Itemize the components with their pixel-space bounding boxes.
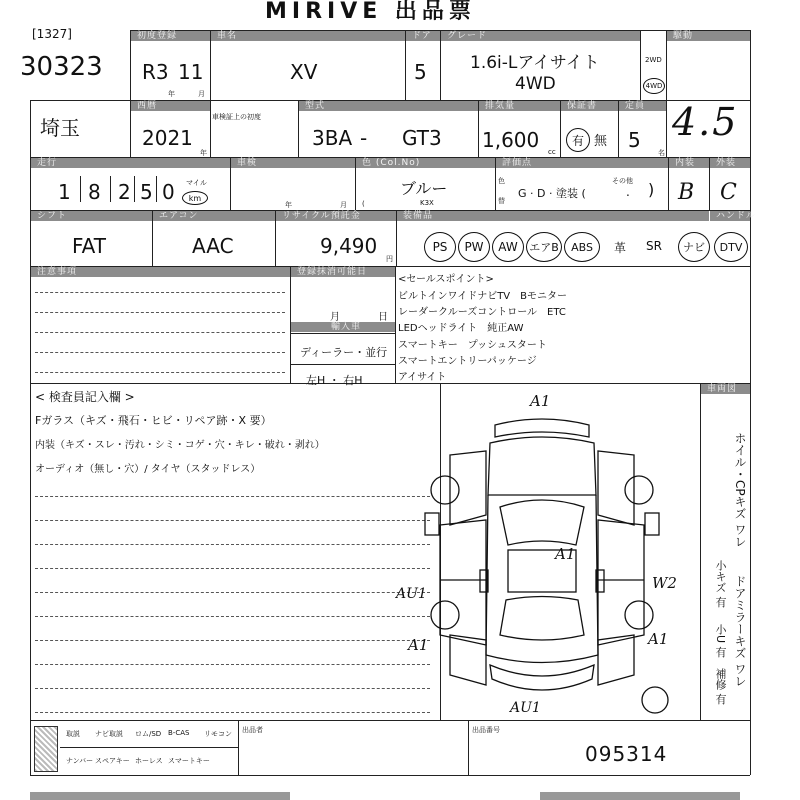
color-side-bottom: 替 — [498, 197, 505, 205]
label-mileage: 走行 — [37, 158, 58, 168]
color-code: K3X — [420, 199, 434, 207]
label-drive: 駆動 — [673, 31, 694, 41]
label-import: 輸入車 — [330, 322, 361, 332]
car-diagram — [390, 395, 695, 715]
capacity-unit: 名 — [658, 149, 665, 157]
legend-2: ドアミラーキズ ワレ — [733, 575, 747, 687]
label-history: 注意事項 — [37, 267, 78, 277]
handwritten-score: 4.5 — [672, 100, 739, 144]
label-model: 型式 — [305, 101, 326, 111]
exterior-grade: C — [720, 180, 737, 205]
damage-mark-windshield: A1 — [555, 545, 576, 563]
paint-other: その他 — [612, 177, 633, 185]
mileage-unit-mile: マイル — [186, 179, 207, 187]
equip-abs: ABS — [564, 232, 600, 262]
label-doors: ドア — [412, 31, 432, 41]
label-first-reg: 初度登録 — [137, 31, 178, 41]
label-car-name: 車名 — [217, 31, 238, 41]
label-service: 登録抹消可能日 — [297, 267, 368, 277]
drive-2wd: 2WD — [645, 56, 662, 64]
interior-grade: B — [678, 180, 695, 205]
region: 埼玉 — [40, 116, 80, 140]
mileage-digit-1: 1 — [58, 180, 71, 204]
mileage-digit-5: 0 — [162, 180, 175, 204]
grade-line-1: 1.6i-Lアイサイト — [470, 53, 600, 73]
footer-label-navi-manual: ナビ取説 — [95, 730, 123, 738]
footer-label-plate: ナンバー — [66, 757, 94, 765]
service-month: 月 — [330, 312, 340, 323]
label-exterior: 外装 — [716, 158, 737, 168]
label-color: 色 (Col.No) — [362, 158, 421, 168]
sales-point-3: LEDヘッドライト 純正AW — [398, 323, 524, 334]
aircon-value: AAC — [192, 234, 234, 258]
equip-leather: 革 — [614, 241, 627, 255]
label-shift: シフト — [37, 211, 68, 221]
equip-navi: ナビ — [678, 232, 710, 262]
equip-aw: AW — [492, 232, 524, 262]
equipment-list — [424, 232, 749, 262]
drive-4wd-circled: 4WD — [643, 78, 665, 94]
label-equipment: 装備品 — [403, 211, 434, 221]
label-grade: グレード — [447, 31, 488, 41]
sales-point-5: スマートエントリーパッケージ — [398, 356, 537, 367]
sales-point-1: ビルトインワイドナビTV Bモニター — [398, 291, 568, 302]
year-note: 車検証上の初度 — [212, 113, 261, 121]
sales-point-2: レーダークルーズコントロール ETC — [398, 307, 566, 318]
inspector-line-2: 内装（キズ・スレ・汚れ・シミ・コゲ・穴・キレ・破れ・剥れ） — [35, 440, 325, 451]
mileage-unit-km: km — [182, 191, 208, 205]
label-recycle: リサイクル預託金 — [282, 211, 361, 221]
month-unit: 月 — [198, 90, 205, 98]
first-reg-era: R3 — [142, 60, 169, 84]
label-warranty: 保証書 — [567, 101, 598, 111]
sales-header: <セールスポイント> — [398, 274, 494, 285]
yen-unit: 円 — [386, 255, 393, 263]
model-dash: - — [360, 126, 368, 150]
page-title: MIRIVE 出品票 — [265, 0, 476, 24]
warranty-yes-circled: 有 — [566, 128, 590, 152]
equip-ps: PS — [424, 232, 456, 262]
model-prefix: 3BA — [312, 126, 353, 150]
import-dealer: ディーラー・並行 — [300, 346, 388, 359]
warranty-no: 無 — [594, 134, 608, 149]
equip-airbag: エアB — [526, 232, 562, 262]
lot-box: [1327] — [32, 27, 72, 41]
color-side-top: 色 — [498, 177, 505, 185]
legend-4: 小U 有 — [714, 624, 727, 658]
mileage-digit-3: 2 — [118, 180, 131, 204]
footer-label-rom: ロム/SD — [135, 730, 162, 738]
equip-dtv: DTV — [714, 232, 748, 262]
legend-1: ホイル・CPキズ ワレ — [733, 432, 747, 548]
damage-mark-front: A1 — [530, 392, 551, 410]
capacity: 5 — [628, 128, 641, 152]
service-day: 日 — [378, 312, 388, 323]
car-name: XV — [290, 60, 318, 84]
equip-sunroof: SR — [646, 239, 662, 253]
inspector-line-1: Fガラス（キズ・飛石・ヒビ・リペア跡・X 要） — [35, 414, 272, 427]
paint-options: G · D · 塗装 ( — [518, 187, 586, 200]
damage-mark-rear: AU1 — [510, 700, 541, 716]
year-unit-2: 年 — [200, 149, 207, 157]
inspection-year: 年 — [285, 201, 292, 209]
footer-label-smart-key: スマートキー — [168, 757, 210, 765]
doors-value: 5 — [414, 60, 427, 84]
inspector-line-3: オーディオ（無し・穴）/ タイヤ（スタッドレス） — [35, 464, 261, 475]
label-displacement: 排気量 — [485, 101, 516, 111]
grade-line-2: 4WD — [515, 74, 556, 94]
damage-mark-right-rear: A1 — [648, 630, 669, 648]
color-code-open: ( — [362, 200, 365, 208]
shift-value: FAT — [72, 234, 107, 258]
footer-label-bcas: B-CAS — [168, 729, 190, 737]
displacement: 1,600 — [482, 128, 540, 152]
footer-label-keyless: ホーレス — [135, 757, 163, 765]
label-diagram: 車両図 — [707, 384, 738, 394]
damage-mark-left-door: AU1 — [396, 586, 427, 602]
inspector-title: < 検査員記入欄 > — [35, 390, 135, 404]
footer-label-spare-key: スペアキー — [95, 757, 130, 765]
model-code: GT3 — [402, 126, 442, 150]
import-handle: 左H ・ 右H — [306, 374, 363, 387]
inspection-month: 月 — [340, 201, 347, 209]
year-unit: 年 — [168, 90, 175, 98]
label-year: 西暦 — [137, 101, 158, 111]
label-handle: ハンドル — [716, 211, 757, 221]
mileage-digit-2: 8 — [88, 180, 101, 204]
first-reg-month: 11 — [178, 60, 204, 84]
paint-dot: . — [626, 185, 630, 199]
label-evaluation: 評価点 — [502, 158, 533, 168]
label-interior: 内装 — [675, 158, 696, 168]
label-capacity: 定員 — [625, 101, 646, 111]
recycle-value: 9,490 — [320, 234, 378, 258]
label-aircon: エアコン — [159, 211, 199, 221]
footer-number: 095314 — [585, 742, 668, 766]
footer-ref-label: 出品番号 — [472, 726, 500, 734]
legend-5: 補修 有 — [714, 668, 727, 705]
equip-pw: PW — [458, 232, 490, 262]
footer-side-stamp — [34, 726, 58, 772]
paint-close: ) — [648, 180, 655, 199]
damage-mark-right: W2 — [652, 574, 677, 592]
damage-mark-left-rear: A1 — [408, 636, 429, 654]
cc-unit: cc — [548, 148, 556, 156]
label-inspection: 車検 — [237, 158, 258, 168]
footer-label-manual: 取説 — [66, 730, 80, 738]
sales-point-4: スマートキー プッシュスタート — [398, 340, 547, 351]
mileage-digit-4: 5 — [140, 180, 153, 204]
color-value: ブルー — [400, 179, 448, 198]
legend-3: 小キズ 有 — [714, 560, 727, 608]
year-value: 2021 — [142, 126, 193, 150]
footer-label-remote: リモコン — [204, 730, 232, 738]
footer-seal-label: 出品者 — [242, 726, 263, 734]
sales-point-6: アイサイト — [398, 372, 447, 383]
lot-number: 30323 — [20, 52, 103, 82]
